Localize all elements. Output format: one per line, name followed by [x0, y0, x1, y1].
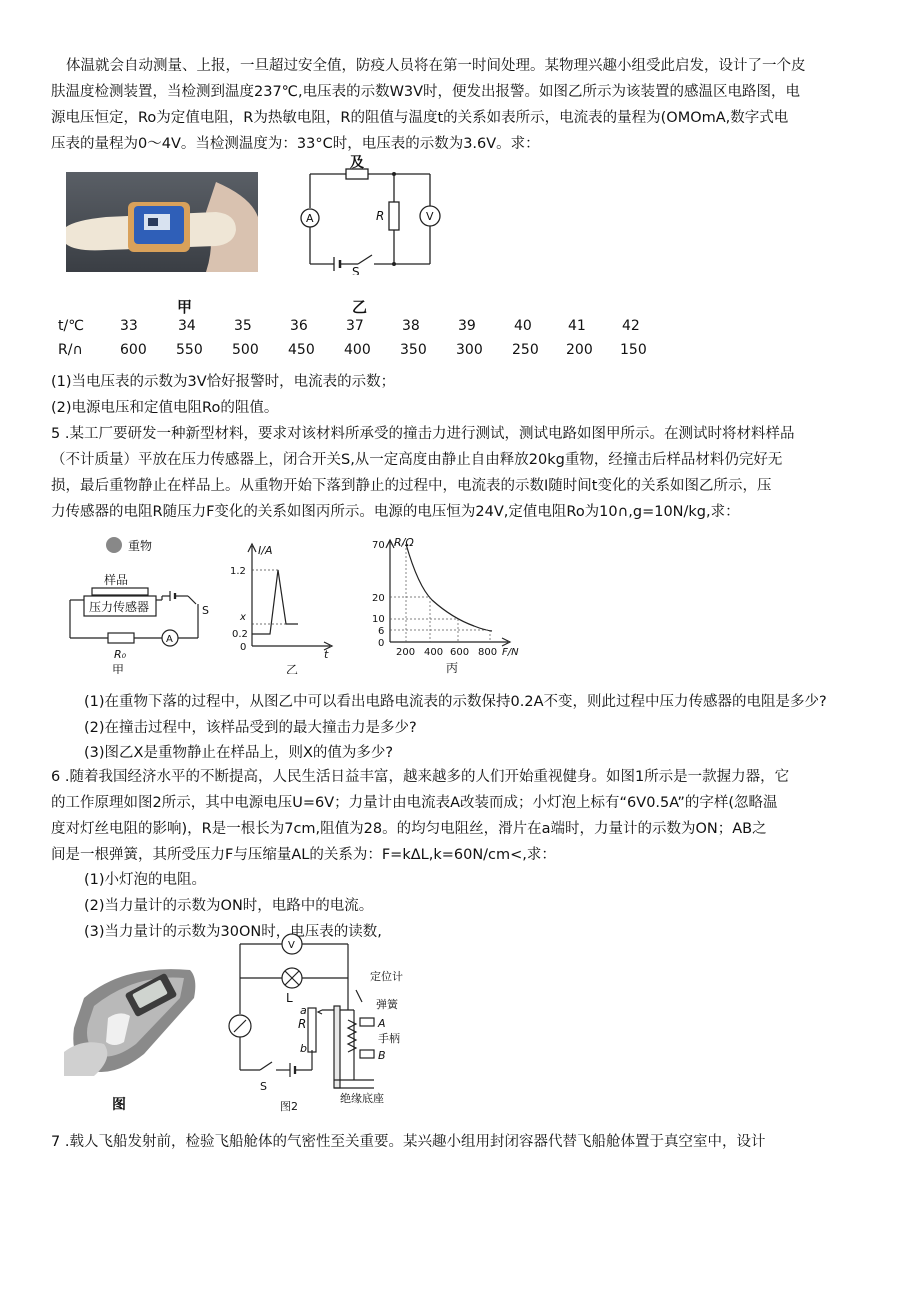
q5-line-4: 力传感器的电阻R随压力F变化的关系如图丙所示。电源的电压恒为24V,定值电阻Ro为10∩,g=10N∕kg,求： [51, 504, 740, 520]
fig-bing-caption: 丙 [446, 661, 459, 674]
yi-ylabel: I/A [258, 544, 273, 557]
bing-xtick: 200 [396, 647, 416, 658]
table-cell: 550 [176, 342, 203, 358]
table-cell: 33 [120, 318, 138, 334]
ammeter-a-label: A [166, 634, 173, 645]
table-cell: 42 [622, 318, 640, 334]
bing-ytick: 20 [372, 593, 385, 604]
voltmeter-label: V [426, 210, 434, 223]
yi-tick: 0 [240, 642, 247, 653]
table-cell: 34 [178, 318, 196, 334]
handle-label: 手柄 [378, 1032, 400, 1045]
r0-label: R₀ [114, 648, 127, 661]
q4-circuit-diagram [290, 150, 450, 275]
q7-line-1: 7 .载人飞船发射前，检验飞船舱体的气密性至关重要。某兴趣小组用封闭容器代替飞船舱体置于真空室中，设计 [51, 1134, 766, 1150]
table-cell: 41 [568, 318, 586, 334]
fig-yi-caption: 乙 [286, 663, 299, 674]
q5-line-1: 5 .某工厂要研发一种新型材料，要求对该材料所承受的撞击力进行测试，测试电路如图甲所示。在测试时将材料样品 [51, 426, 795, 442]
locator-label: 定位计 [370, 970, 403, 983]
table-cell: 200 [566, 342, 593, 358]
yi-xlabel: t [324, 648, 329, 661]
fig-jia-label: 甲 [177, 298, 193, 316]
table-cell: 450 [288, 342, 315, 358]
yi-tick: 1.2 [230, 566, 246, 577]
table-cell: 36 [290, 318, 308, 334]
yi-tick: 0.2 [232, 629, 248, 640]
table-cell: 400 [344, 342, 371, 358]
spring-label: 弹簧 [376, 998, 398, 1011]
fig-yi-label: 乙 [352, 298, 368, 316]
bing-xtick: 600 [450, 647, 470, 658]
table-cell: 600 [120, 342, 147, 358]
weight-label: 重物 [128, 539, 153, 553]
table-head-r: R/∩ [58, 342, 83, 358]
point-a-label: A [378, 1017, 386, 1030]
table-cell: 500 [232, 342, 259, 358]
q5-sub-3: (3)图乙X是重物静止在样品上，则X的值为多少? [84, 745, 394, 761]
bing-ytick: 70 [372, 540, 385, 551]
sample-label: 样品 [104, 573, 129, 587]
switch-label: S [352, 265, 360, 275]
q5-test-circuit [62, 534, 222, 674]
fig-jia-caption: 甲 [112, 663, 125, 674]
bing-ytick: 10 [372, 614, 385, 625]
grip-b-end: b [300, 1042, 307, 1055]
grip-a-end: a [300, 1004, 307, 1017]
q5-current-time-graph [226, 540, 336, 674]
table-head-t: t/℃ [58, 318, 84, 334]
table-cell: 39 [458, 318, 476, 334]
q6-line-1: 6 .随着我国经济水平的不断提高，人民生活日益丰富，越来越多的人们开始重视健身。如图1所示是一款握力器，它 [51, 769, 790, 785]
bing-ytick: 0 [378, 638, 385, 649]
ammeter-label: A [306, 212, 314, 225]
table-cell: 38 [402, 318, 420, 334]
table-cell: 35 [234, 318, 252, 334]
q4-line-1: 体温就会自动测量、上报，一旦超过安全值，防疫人员将在第一时间处理。某物理兴趣小组受此启发，设计了一个皮 [66, 58, 806, 74]
q6-line-4: 间是一根弹簧，其所受压力F与压缩量AL的关系为：F=kΔL,k=60N∕cm<,求： [51, 847, 556, 863]
thermistor-label: R [376, 209, 385, 223]
bing-xtick: 800 [478, 647, 498, 658]
q6-line-3: 度对灯丝电阻的影响)，R是一根长为7cm,阻值为28。的均匀电阻丝，滑片在a端时，力量计的示数为ON；AB之 [51, 821, 767, 837]
q6-sub-2: (2)当力量计的示数为ON时，电路中的电流。 [84, 898, 374, 914]
grip-s-label: S [260, 1080, 267, 1093]
bing-xtick: 400 [424, 647, 444, 658]
grip-l-label: L [286, 991, 293, 1005]
q4-sub-1: (1)当电压表的示数为3V恰好报警时，电流表的示数； [51, 374, 396, 390]
q4-sub-2: (2)电源电压和定值电阻Ro的阻值。 [51, 400, 279, 416]
point-b-label: B [378, 1049, 386, 1062]
sensor-label: 压力传感器 [89, 600, 150, 614]
q5-sub-1: (1)在重物下落的过程中，从图乙中可以看出电路电流表的示数保持0.2A不变，则此过程中压力传感器的电阻是多少? [84, 694, 827, 710]
grip-device-photo [64, 958, 200, 1076]
grip-r-label: R [298, 1017, 307, 1031]
fig1-caption: 图 [112, 1097, 126, 1113]
table-cell: 300 [456, 342, 483, 358]
q6-sub-3: (3)当力量计的示数为30ON时，电压表的读数, [84, 924, 382, 940]
q4-line-3: 源电压恒定，Ro为定值电阻，R为热敏电阻，R的阻值与温度t的关系如表所示，电流表的量程为(OMOmA,数字式电 [51, 110, 789, 126]
fig2-caption: 图2 [280, 1100, 298, 1112]
q5-sub-2: (2)在撞击过程中，该样品受到的最大撞击力是多少? [84, 720, 417, 736]
switch-s-label: S [202, 604, 209, 617]
grip-circuit-diagram [222, 930, 432, 1112]
table-cell: 350 [400, 342, 427, 358]
q4-line-2: 肤温度检测装置，当检测到温度237℃,电压表的示数W3V时，便发出报警。如图乙所示为该装置的感温区电路图，电 [51, 84, 801, 100]
q5-line-2: （不计质量）平放在压力传感器上，闭合开关S,从一定高度由静止自由释放20kg重物，经撞击后样品材料仍完好无 [51, 452, 783, 468]
q6-sub-1: (1)小灯泡的电阻。 [84, 872, 207, 888]
q5-resistance-force-graph [362, 534, 532, 674]
table-cell: 40 [514, 318, 532, 334]
grip-v-label: V [288, 940, 295, 951]
bing-ytick: 6 [378, 626, 385, 637]
table-cell: 150 [620, 342, 647, 358]
base-label: 绝缘底座 [340, 1092, 384, 1105]
thermometer-patch-photo [66, 172, 258, 272]
bing-ylabel: R/Ω [394, 536, 414, 549]
bing-xlabel: F/N [502, 647, 519, 658]
table-cell: 250 [512, 342, 539, 358]
q5-line-3: 损，最后重物静止在样品上。从重物开始下落到静止的过程中，电流表的示数I随时间t变化的关系如图乙所示，压 [51, 478, 772, 494]
yi-tick: x [240, 612, 246, 623]
q4-line-4: 压表的量程为0～4V。当检测温度为：33°C时，电压表的示数为3.6V。求： [51, 136, 540, 152]
circuit-top-label: 及 [350, 155, 364, 171]
q6-line-2: 的工作原理如图2所示，其中电源电压U=6V；力量计由电流表A改装而成；小灯泡上标有“6V0.5A”的字样(忽略温 [51, 795, 778, 811]
table-cell: 37 [346, 318, 364, 334]
